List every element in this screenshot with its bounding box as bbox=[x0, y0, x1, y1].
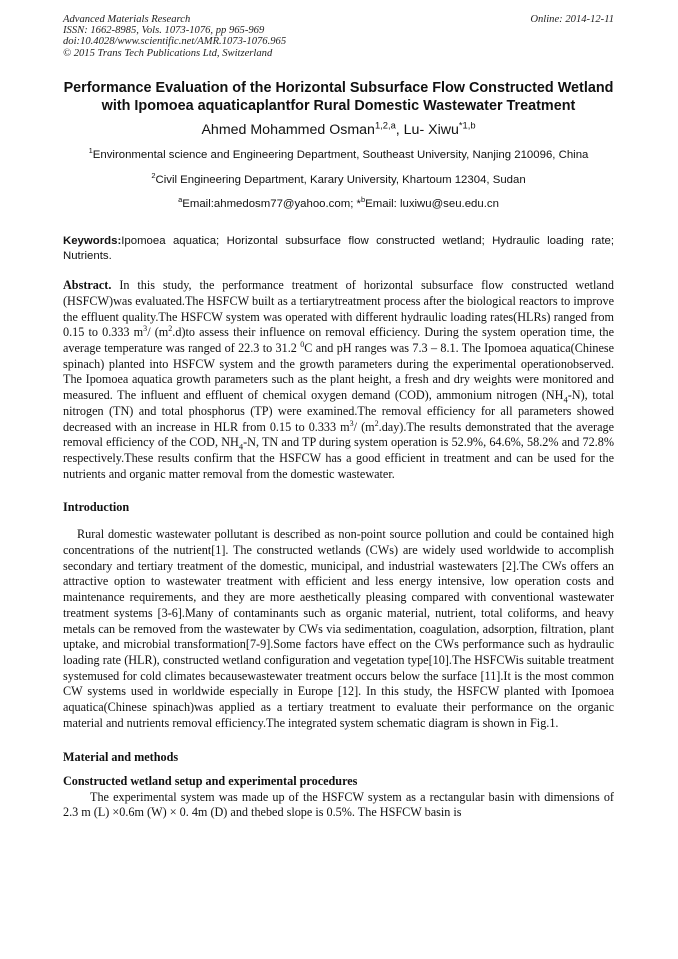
email-line: $^a$Email:ahmedosm77@yahoo.com; *$^b$Email: luxiwu@seu.edu.cn bbox=[178, 195, 499, 210]
abstract: Abstract. In this study, the performance treatment of horizontal subsurface flow constructed wetland (HSFCW)was evaluated.The HSFCW built as a tertiarytreatment process after the biological reactors to improve the effluent quality.The HSFCW system was operated with different hydraulic loading rates(HLRs) ranged from 0.15 to 0.333 $m^3/$ $(m^2.d)to$ assess their influence on removal efficiency. During the system operation time, the average temperature was ranged of 22.3 to 31.2 $^0$C and pH ranges was 7.3 – 8.1. The Ipomoea aquatica(Chinese spinach) planted into HSFCW system and the growth parameters during the experimental operationobserved. The Ipomoea aquatica growth parameters such as the plant height, a fresh and dry weights were monitored and measured. The influent and effluent of chemical oxygen demand (COD), ammonium nitrogen $(NH_4-N)$, total nitrogen (TN) and total phosphorus (TP) were examined.The removal efficiency for all parameters showed decreased with an increase in HLR from 0.15 to 0.333 $m^3/$ $(m^2.day).The$ results demonstrated that the average removal efficiency of the COD, $NH_4-N$, TN and TP during system operation is 52.9%, 64.6%, 58.2% and 72.8% respectively.These results confirm that the HSFCW has a good efficient in treatment and can be used for the nutrients and organic matter removal from the domestic wastewater. bbox=[63, 278, 615, 481]
methods-heading: Material and methods bbox=[63, 749, 179, 764]
journal-issn: ISSN: 1662-8985, Vols. 1073-1076, pp 965-969 bbox=[63, 25, 265, 37]
author-separator: , bbox=[395, 121, 404, 138]
email-link-b[interactable]: Email: luxiwu@seu.edu.cn bbox=[365, 197, 499, 210]
journal-copyright: © 2015 Trans Tech Publications Ltd, Switzerland bbox=[63, 47, 273, 59]
paper-title: Performance Evaluation of the Horizontal Subsurface Flow Constructed Wetland with Ipomoea aquaticaplantfor Rural Domestic Wastewater Treatment bbox=[63, 79, 614, 114]
paper-page bbox=[63, 14, 614, 821]
abstract-label: Abstract. bbox=[63, 278, 112, 293]
author-2-affil: *1,b bbox=[458, 120, 476, 131]
introduction-heading: Introduction bbox=[63, 500, 130, 515]
introduction-text: Rural domestic wastewater pollutant is described as non-point source pollution and could be contained high concentrations of the nutrient[1]. The constructed wetlands (CWs) are widely used worldwide to accomplish secondary and tertiary treatment of the domestic, municipal, and industrial wastewaters [2].The CWs offers an attractive option to wastewater treatment with efficient and less energy intensive, low operation costs and maintenance requirements, and they are more aesthetically pleasing compared with conventional wastewater treatment systems [3-6].Many of contaminants such as organic material, nutrient, total coliforms, and heavy metals can be removed from the wastewater by CWs via sedimentation, coagulation, adsorption, filtration, plant uptake, and microbial transformation[7-9].Some factors have effect on the CWs performance such as hydraulic loading rate (HLR), constructed wetland configuration and vegetation type[10].The HSFCWis suitable treatment systemused for cold climates becausewastewater treatment occurs below the surface [11].It is the most common CW systems used in worldwide especially in Europe [12]. In this study, the HSFCW planted with Ipomoea aquatica(Chinese spinach)was applied as a tertiary treatment to evaluate their performance on the organic material and nutrients removal efficiency.The integrated system schematic diagram is shown in Fig.1. bbox=[63, 527, 614, 730]
journal-header bbox=[63, 14, 614, 59]
email-link-a[interactable]: Email:ahmedosm77@yahoo.com; * bbox=[182, 197, 361, 210]
keywords-text: Ipomoea aquatica; Horizontal subsurface flow constructed wetland; Hydraulic loading rate; Nutrients. bbox=[63, 234, 614, 263]
author-1-affil: 1,2,a bbox=[374, 120, 396, 131]
methods-subheading: Constructed wetland setup and experimental procedures bbox=[63, 773, 358, 788]
affiliation-1: $^1$Environmental science and Engineering Department, Southeast University, Nanjing 210096, China bbox=[88, 146, 589, 161]
author-line bbox=[63, 121, 614, 139]
journal-name: Advanced Materials Research bbox=[63, 14, 191, 25]
journal-doi: doi:10.4028/www.scientific.net/AMR.1073-1076.965 bbox=[63, 36, 287, 48]
keywords-label: Keywords: bbox=[63, 234, 122, 247]
author-1: Ahmed Mohammed Osman bbox=[201, 121, 375, 138]
affiliation-2: $^2$Civil Engineering Department, Karary University, Khartoum 12304, Sudan bbox=[151, 171, 526, 186]
keywords bbox=[63, 234, 614, 264]
online-date: Online: 2014-12-11 bbox=[530, 14, 614, 25]
methods-text: The experimental system was made up of the HSFCW system as a rectangular basin with dimensions of 2.3 m (L) ×0.6m (W) × 0. 4m (D) and thebed slope is 0.5%. The HSFCW basin is bbox=[63, 789, 614, 820]
author-2: Lu- Xiwu bbox=[403, 121, 459, 138]
